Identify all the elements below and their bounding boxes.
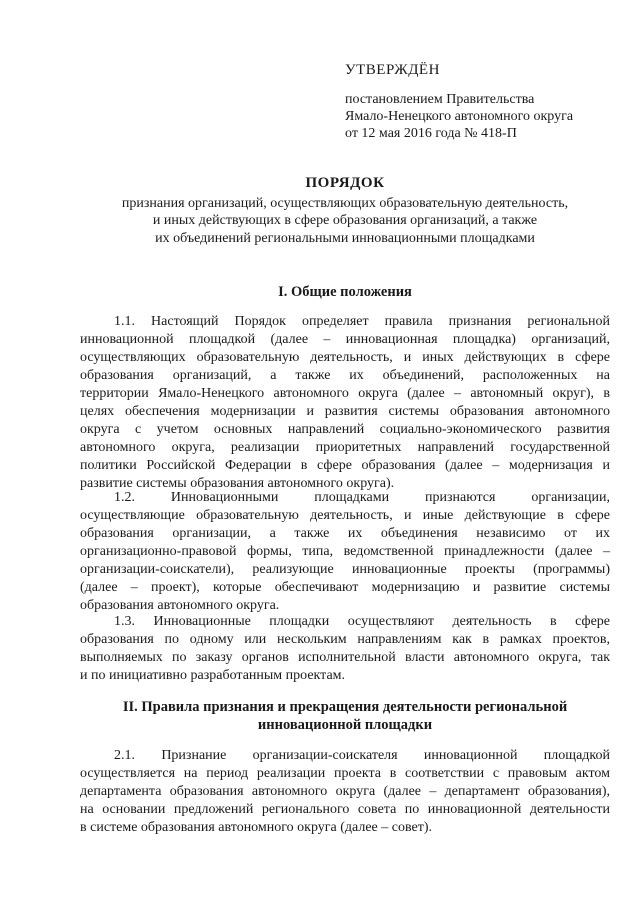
text-line: департамента образования автономного округа (далее – департамент образования), bbox=[80, 784, 610, 799]
approval-line: Ямало-Ненецкого автономного округа bbox=[345, 109, 574, 124]
text-line: и по инициативно разработанным проектам. bbox=[80, 668, 346, 683]
text-line: (далее – проект), которые обеспечивают модернизацию и развитие системы bbox=[80, 580, 610, 595]
text-line: 1.3. Инновационные площадки осуществляют деятельность в сфере bbox=[114, 614, 610, 629]
text-line: автономного округа, реализации приоритетных направлений государственной bbox=[80, 440, 610, 455]
section-2-heading bbox=[80, 698, 610, 734]
text-line: выполняемых по заказу органов исполнительной власти автономного округа, так bbox=[80, 650, 610, 665]
text-line: целях обеспечения модернизации и развития системы образования автономного bbox=[80, 404, 610, 419]
title-heading: ПОРЯДОК bbox=[305, 175, 385, 191]
text-line: организации-соискатели), реализующие инновационные проекты (программы) bbox=[80, 562, 610, 577]
text-line: осуществляется на период реализации проекта в соответствии с правовым актом bbox=[80, 766, 610, 781]
approval-line: от 12 мая 2016 года № 418-П bbox=[345, 126, 517, 141]
section-1-heading: I. Общие положения bbox=[278, 284, 412, 300]
text-line: образования по одному или нескольким направлениям как в рамках проектов, bbox=[80, 632, 610, 647]
paragraph-1-2 bbox=[80, 489, 610, 615]
approval-block bbox=[345, 62, 605, 142]
title-line: признания организаций, осуществляющих образовательную деятельность, bbox=[121, 195, 569, 211]
text-line: образования организации, а также их объединения независимо от их bbox=[80, 526, 610, 541]
text-line: политики Российской Федерации в сфере образования (далее – модернизация и bbox=[80, 458, 610, 473]
text-line: 1.2. Инновационными площадками признаются организации, bbox=[114, 490, 610, 505]
paragraph-2-1 bbox=[80, 747, 610, 837]
text-line: округа с учетом основных направлений социально-экономического развития bbox=[80, 422, 610, 437]
text-line: 1.1. Настоящий Порядок определяет правила признания региональной bbox=[114, 314, 610, 329]
section-2-heading-line: инновационной площадки bbox=[257, 717, 433, 733]
text-line: образования автономного округа. bbox=[80, 598, 280, 613]
text-line: осуществляющих образовательную деятельность, и иных действующих в сфере bbox=[80, 350, 610, 365]
section-2-heading-line: II. Правила признания и прекращения деятельности региональной bbox=[122, 699, 568, 715]
text-line: развитие системы образования автономного округа). bbox=[80, 476, 395, 491]
text-line: образования организаций, а также их объединений, расположенных на bbox=[80, 368, 610, 383]
text-line: территории Ямало-Ненецкого автономного округа (далее – автономный округ), в bbox=[80, 386, 610, 401]
text-line: 2.1. Признание организации-соискателя инновационной площадкой bbox=[114, 748, 610, 763]
text-line: организационно-правовой формы, типа, ведомственной принадлежности (далее – bbox=[80, 544, 610, 559]
text-line: осуществляющие образовательную деятельность, и иные действующие в сфере bbox=[80, 508, 610, 523]
text-line: инновационной площадкой (далее – инновационная площадка) организаций, bbox=[80, 332, 610, 347]
text-line: в системе образования автономного округа (далее – совет). bbox=[80, 820, 433, 835]
paragraph-1-3 bbox=[80, 613, 610, 685]
approval-line: постановлением Правительства bbox=[345, 92, 535, 107]
approval-word: УТВЕРЖДЁН bbox=[345, 62, 440, 78]
text-line: на основании предложений регионального совета по инновационной деятельности bbox=[80, 802, 610, 817]
title-line: и иных действующих в сфере образования организаций, а также bbox=[152, 213, 538, 228]
title-line: их объединений региональными инновационными площадками bbox=[155, 230, 535, 246]
paragraph-1-1 bbox=[80, 313, 610, 493]
document-title bbox=[80, 175, 610, 247]
